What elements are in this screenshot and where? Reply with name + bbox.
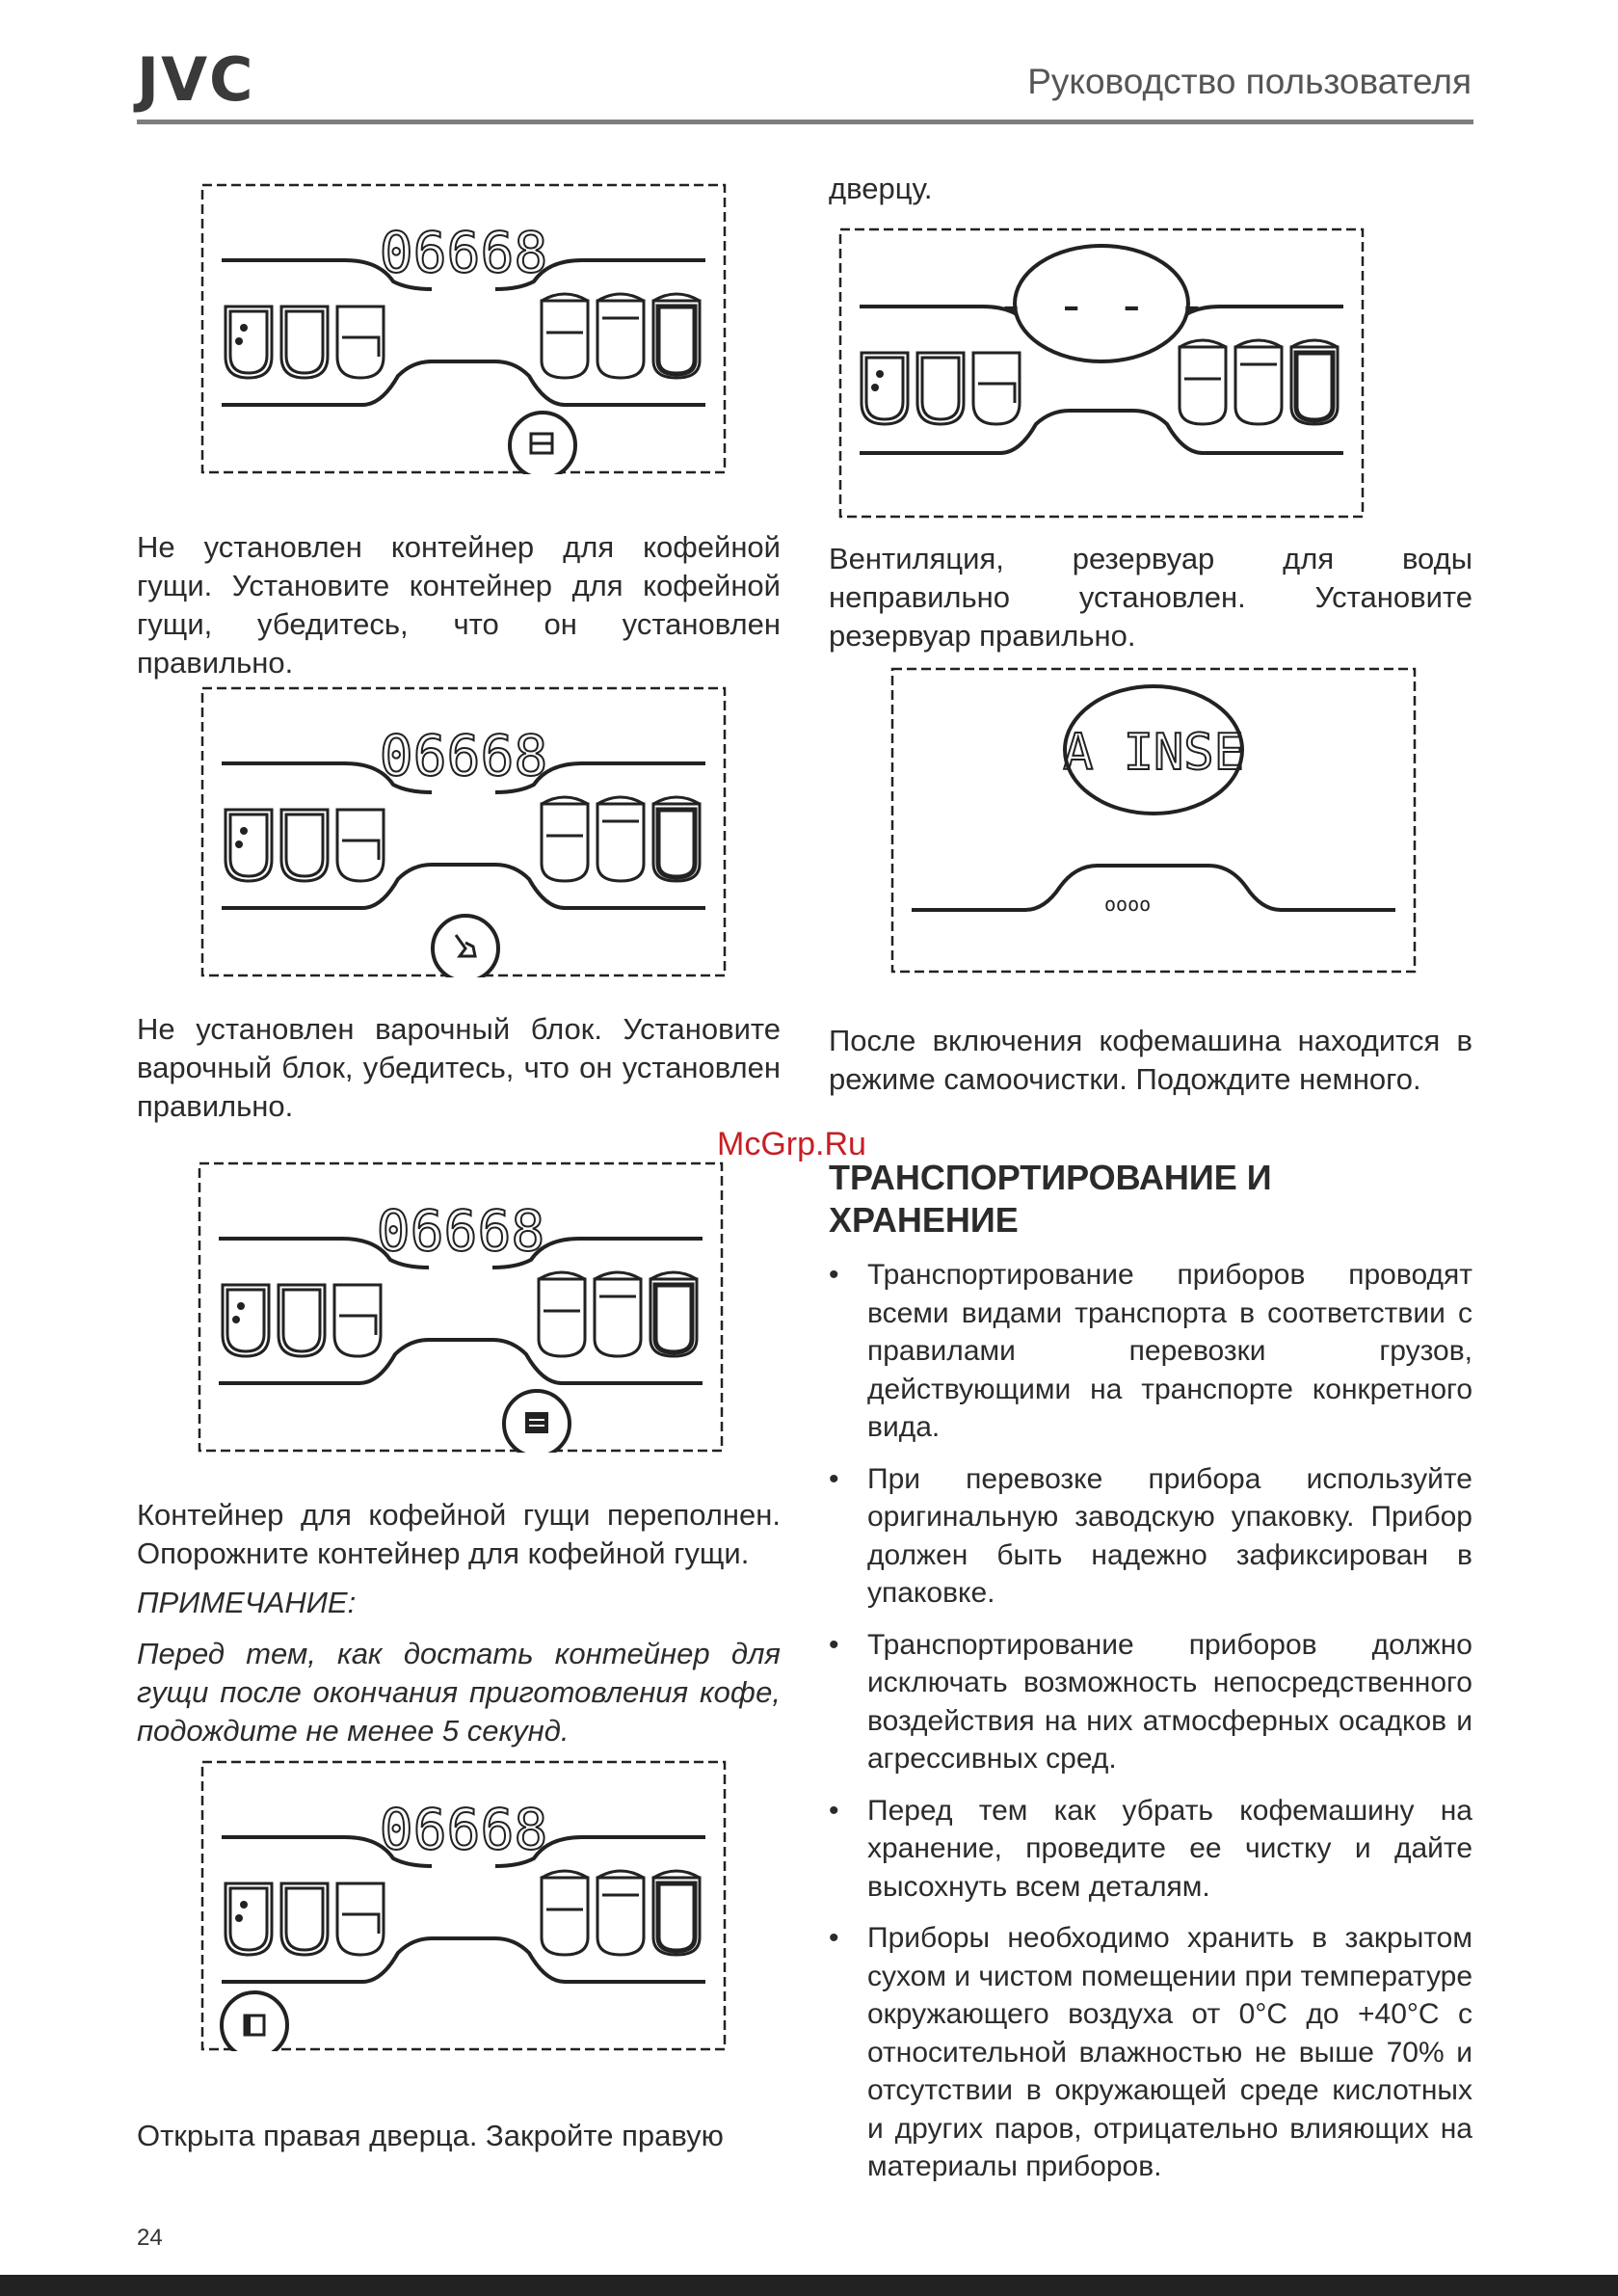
list-item: • Приборы необходимо хранить в закрытом сухом и чистом помещении при температуре окружающего воздуха от 0°С до +40°С с относительной влажностью не выше 70% и отсутствии в окружающей среде кислотных и других паров, отрицательно влияющих на материалы приборов. [829, 1919, 1472, 2186]
bullet-marker: • [829, 1794, 839, 1827]
caption-door-open: Открыта правая дверца. Закройте правую [137, 2119, 724, 2152]
caption-continuation: дверцу. [829, 172, 933, 205]
document-title: Руководство пользователя [1027, 62, 1472, 101]
lcd-digits: 06668 [376, 1198, 545, 1264]
bullet-marker: • [829, 1628, 839, 1661]
page-number: 24 [137, 2225, 163, 2251]
lcd-digits: 06668 [379, 220, 548, 285]
caption-brew-unit-missing: Не установлен варочный блок. Установите варочный блок, убедитесь, что он установлен правильно. [137, 1012, 781, 1123]
list-item: • При перевозке прибора используйте оригинальную заводскую упаковку. Прибор должен быть надежно зафиксирован в упаковке. [829, 1460, 1472, 1613]
jvc-logo: JVC [137, 44, 255, 115]
list-item: • Транспортирование приборов проводят всеми видами транспорта в соответствии с правилами перевозки грузов, действующими на транспорте конкретного вида. [829, 1256, 1472, 1447]
lcd-dashes: - - - - [995, 277, 1207, 334]
caption-rinse: После включения кофемашина находится в режиме самоочистки. Подождите немного. [829, 1024, 1472, 1096]
lcd-progress-dots: oooo [1104, 893, 1152, 916]
header-divider [137, 120, 1473, 124]
caption-water-tank: Вентиляция, резервуар для воды неправильно установлен. Установите резервуар правильно. [829, 542, 1472, 653]
door-open-icon [222, 1992, 287, 2051]
watermark: McGrp.Ru [717, 1126, 866, 1162]
caption-grounds-missing: Не установлен контейнер для кофейной гущи. Установите контейнер для кофейной гущи, убедитесь, что он установлен правильно. [137, 530, 781, 680]
lcd-display-door-open [200, 1760, 727, 2051]
cup-icon-group-left [225, 307, 384, 378]
caption-grounds-full: Контейнер для кофейной гущи переполнен. Опорожните контейнер для кофейной гущи. [137, 1498, 781, 1570]
lcd-rinse-text: A INSE [1063, 724, 1244, 782]
bottom-border [0, 2275, 1618, 2296]
list-item: • Перед тем как убрать кофемашину на хранение, проведите ее чистку и дайте высохнуть всем деталям. [829, 1792, 1472, 1907]
note-label: ПРИМЕЧАНИЕ: [137, 1586, 357, 1619]
lcd-digits: 06668 [379, 723, 548, 788]
section-title: ТРАНСПОРТИРОВАНИЕ И ХРАНЕНИЕ [829, 1158, 1272, 1240]
bullet-marker: • [829, 1259, 839, 1291]
bullet-marker: • [829, 1922, 839, 1954]
list-item: • Транспортирование приборов должно исключать возможность непосредственного воздействия на них атмосферных осадков и агрессивных сред. [829, 1626, 1472, 1778]
lcd-display-grounds-missing [200, 183, 727, 474]
lcd-digits: 06668 [379, 1797, 548, 1862]
bullet-marker: • [829, 1462, 839, 1495]
bullet-list [829, 1256, 1472, 2200]
note-text: Перед тем, как достать контейнер для гущи после окончания приготовления кофе, подождите не менее 5 секунд. [137, 1637, 781, 1748]
lcd-display-brew-unit-missing [200, 686, 727, 977]
lcd-display-water-tank [838, 227, 1365, 519]
lcd-display-grounds-full [198, 1161, 724, 1453]
lcd-display-rinse [890, 667, 1417, 975]
cup-icon-group-right [542, 294, 700, 378]
